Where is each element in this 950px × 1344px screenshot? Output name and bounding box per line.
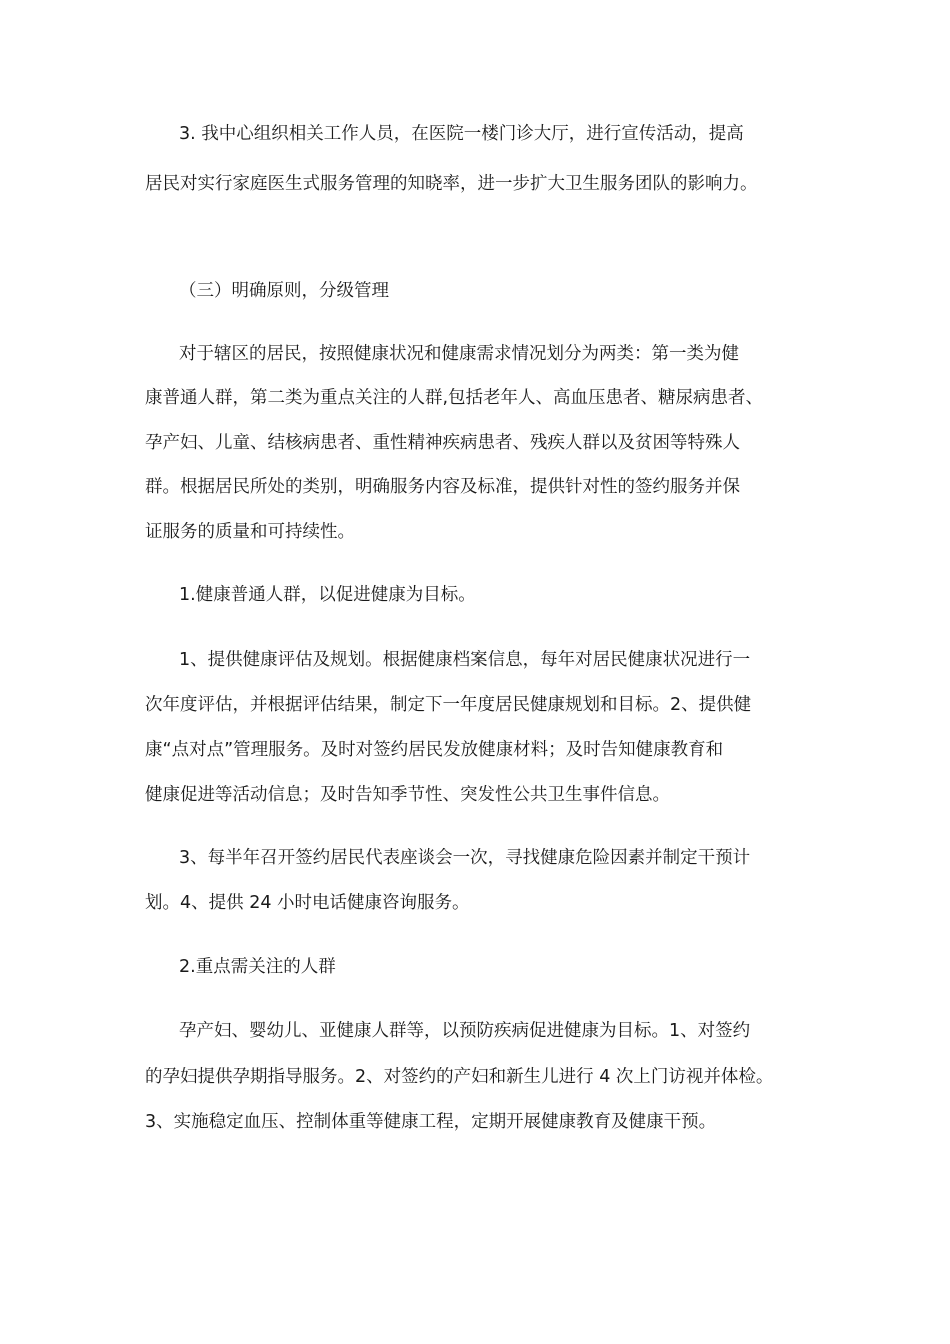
paragraph-line: 孕产妇、婴幼儿、亚健康人群等，以预防疾病促进健康为目标。1、对签约 <box>179 1021 751 1041</box>
paragraph-line: 对于辖区的居民，按照健康状况和健康需求情况划分为两类：第一类为健 <box>179 344 739 364</box>
paragraph-line: 康普通人群，第二类为重点关注的人群,包括老年人、高血压患者、糖尿病患者、 <box>145 388 764 408</box>
paragraph-line: 次年度评估，并根据评估结果，制定下一年度居民健康规划和目标。2、提供健 <box>145 695 752 715</box>
paragraph-line: 划。4、提供 24 小时电话健康咨询服务。 <box>145 893 470 913</box>
paragraph-line: 证服务的质量和可持续性。 <box>145 522 355 542</box>
subheading: 2.重点需关注的人群 <box>179 957 336 977</box>
paragraph-line: 的孕妇提供孕期指导服务。2、对签约的产妇和新生儿进行 4 次上门访视并体检。 <box>145 1067 774 1087</box>
paragraph-line: 居民对实行家庭医生式服务管理的知晓率，进一步扩大卫生服务团队的影响力。 <box>145 174 758 194</box>
subheading: 1.健康普通人群，以促进健康为目标。 <box>179 585 476 605</box>
paragraph-line: 3. 我中心组织相关工作人员，在医院一楼门诊大厅，进行宣传活动，提高 <box>179 124 744 144</box>
paragraph-line: 3、实施稳定血压、控制体重等健康工程，定期开展健康教育及健康干预。 <box>145 1112 717 1132</box>
section-heading: （三）明确原则，分级管理 <box>179 281 389 301</box>
paragraph-line: 3、每半年召开签约居民代表座谈会一次，寻找健康危险因素并制定干预计 <box>179 848 751 868</box>
paragraph-line: 康“点对点”管理服务。及时对签约居民发放健康材料；及时告知健康教育和 <box>145 740 724 760</box>
paragraph-line: 健康促进等活动信息；及时告知季节性、突发性公共卫生事件信息。 <box>145 785 670 805</box>
paragraph-line: 1、提供健康评估及规划。根据健康档案信息，每年对居民健康状况进行一 <box>179 650 751 670</box>
paragraph-line: 孕产妇、儿童、结核病患者、重性精神疾病患者、残疾人群以及贫困等特殊人 <box>145 433 740 453</box>
paragraph-line: 群。根据居民所处的类别，明确服务内容及标准，提供针对性的签约服务并保 <box>145 477 740 497</box>
